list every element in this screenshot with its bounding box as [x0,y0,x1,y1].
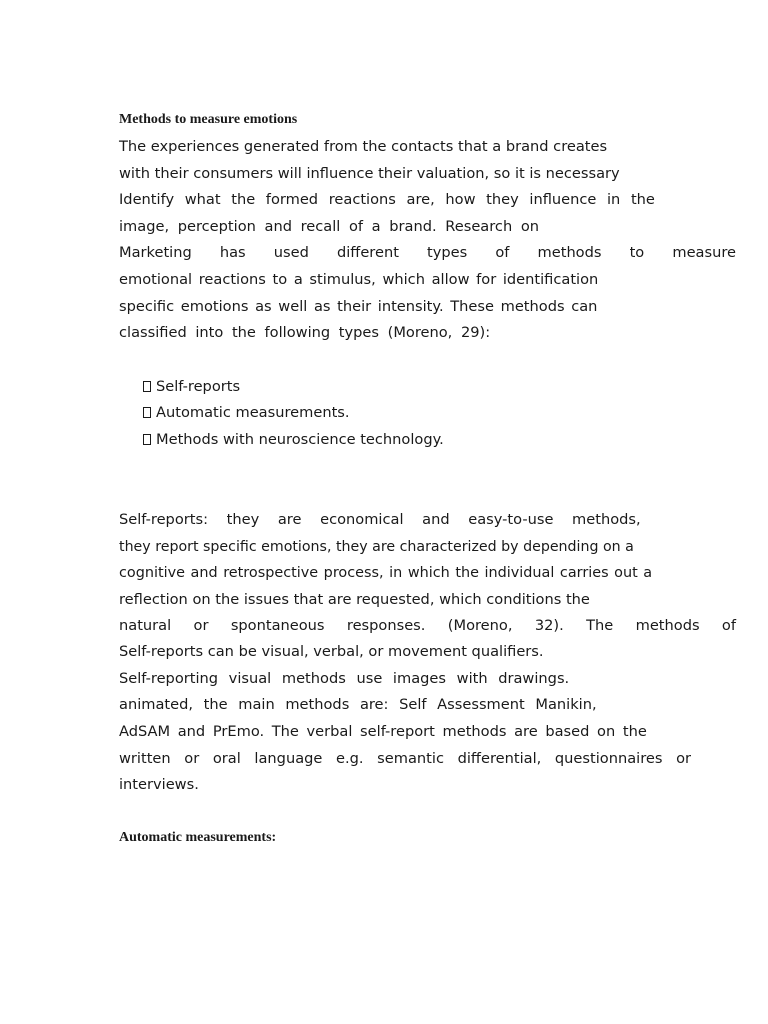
list-item [143,430,444,450]
list-item-label: Automatic measurements. [156,404,350,421]
paragraph-line: Self-reports can be visual, verbal, or movement qualifiers. [119,643,544,660]
bullet-box-icon [143,407,151,418]
bullet-box-icon [143,381,151,392]
paragraph-line: with their consumers will influence their valuation, so it is necessary [119,165,620,182]
list-item-label: Methods with neuroscience technology. [156,431,444,448]
list-item [143,377,240,397]
section-heading-automatic: Automatic measurements: [119,830,277,845]
paragraph-line: natural or spontaneous responses. (Moreno, 32). The methods of [119,617,736,634]
paragraph-line: Self-reporting visual methods use images with drawings. [119,670,570,687]
bullet-box-icon [143,434,151,445]
list-item-label: Self-reports [156,378,241,395]
paragraph-line: written or oral language e.g. semantic differential, questionnaires or [119,750,692,767]
paragraph-line: The experiences generated from the contacts that a brand creates [119,138,608,155]
list-item [143,403,350,423]
section-heading-methods: Methods to measure emotions [119,112,298,127]
paragraph-line: Identify what the formed reactions are, how they influence in the [119,191,655,208]
paragraph-line: animated, the main methods are: Self Assessment Manikin, [119,696,597,713]
paragraph-line: Self-reports: they are economical and easy-to-use methods, [119,511,641,528]
paragraph-line: emotional reactions to a stimulus, which allow for identification [119,271,599,288]
paragraph-line: cognitive and retrospective process, in which the individual carries out a [119,565,653,581]
paragraph-line: AdSAM and PrEmo. The verbal self-report methods are based on the [119,723,647,740]
paragraph-line: Marketing has used different types of methods to measure [119,244,736,261]
paragraph-line: image, perception and recall of a brand. Research on [119,218,540,235]
paragraph-line: they report specific emotions, they are characterized by depending on a [119,539,634,555]
paragraph-line: classified into the following types (Moreno, 29): [119,324,491,341]
paragraph-line: interviews. [119,776,199,793]
paragraph-line: reflection on the issues that are requested, which conditions the [119,591,590,608]
paragraph-line: specific emotions as well as their intensity. These methods can [119,298,598,315]
